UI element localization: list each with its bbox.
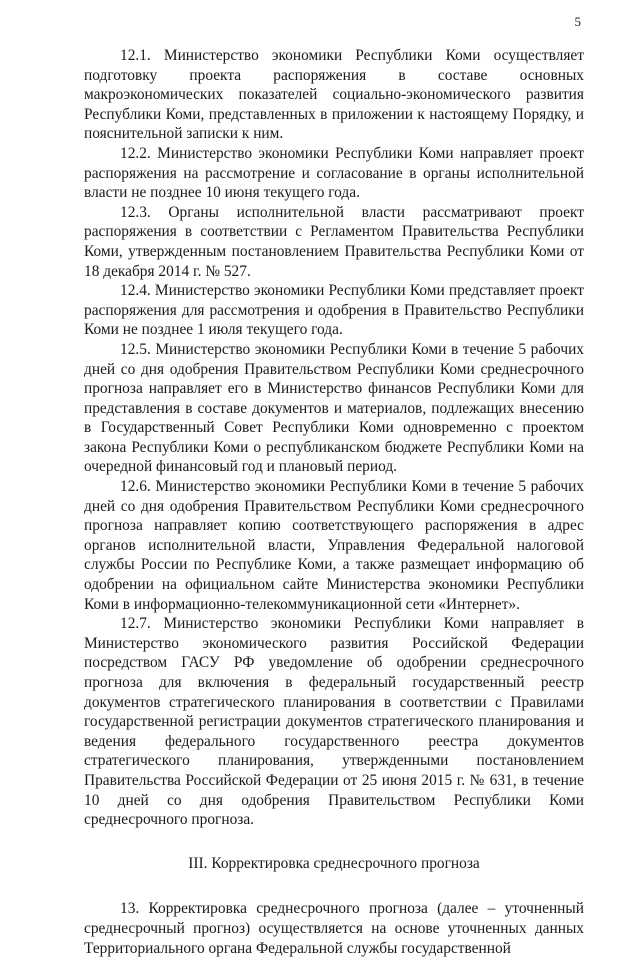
paragraph-12-1: 12.1. Министерство экономики Республики Коми осуществляет подготовку проекта распоряжения в составе основных макроэкономических показателей социально-экономического развития Республики Коми, представленных в приложении к настоящему Порядку, и пояснительной записки к ним. (84, 47, 584, 143)
paragraph-13: 13. Корректировка среднесрочного прогноза (далее – уточненный среднесрочный прогноз) осуществляется на основе уточненных данных Территориального органа Федеральной службы государственной (84, 900, 584, 957)
paragraph-12-2: 12.2. Министерство экономики Республики Коми направляет проект распоряжения на рассмотрение и согласование в органы исполнительной власти не позднее 10 июня текущего года. (84, 144, 584, 202)
paragraph-12-6: 12.6. Министерство экономики Республики Коми в течение 5 рабочих дней со дня одобрения Правительством Республики Коми среднесрочного прогноза направляет копию соответствующего распоряжения в адрес органов исполнительной власти, Управления Федеральной налоговой службы России по Республике Коми, а также размещает информацию об одобрении на официальном сайте Министерства экономики Республики Коми в информационно-телекоммуникационной сети «Интернет». (84, 478, 584, 613)
section-heading: III. Корректировка среднесрочного прогноза (188, 854, 480, 872)
document-body (84, 46, 584, 958)
paragraph-12-5: 12.5. Министерство экономики Республики Коми в течение 5 рабочих дней со дня одобрения Правительством Республики Коми среднесрочного прогноза направляет его в Министерство финансов Республики Коми для представления в составе документов и материалов, подлежащих внесению в Государственный Совет Республики Коми одновременно с проектом закона Республики Коми о республиканском бюджете Республики Коми на очередной финансовый год и плановый период. (84, 340, 584, 476)
page-number: 5 (574, 14, 581, 29)
paragraph-12-3: 12.3. Органы исполнительной власти рассматривают проект распоряжения в соответствии с Регламентом Правительства Республики Коми, утвержденным постановлением Правительства Республики Коми от 18 декабря 2014 г. № 527. (84, 203, 584, 280)
paragraph-12-4: 12.4. Министерство экономики Республики Коми представляет проект распоряжения для рассмотрения и одобрения в Правительство Республики Коми не позднее 1 июля текущего года. (84, 282, 584, 339)
paragraph-12-7: 12.7. Министерство экономики Республики Коми направляет в Министерство экономического развития Российской Федерации посредством ГАСУ РФ уведомление об одобрении среднесрочного прогноза для включения в федеральный государственный реестр документов стратегического планирования в соответствии с Правилами государственной регистрации документов стратегического планирования и ведения федерального государственного реестра документов стратегического планирования, утвержденными постановлением Правительства Российской Федерации от 25 июня 2015 г. № 631, в течение 10 дней со дня одобрения Правительством Республики Коми среднесрочного прогноза. (84, 615, 584, 829)
